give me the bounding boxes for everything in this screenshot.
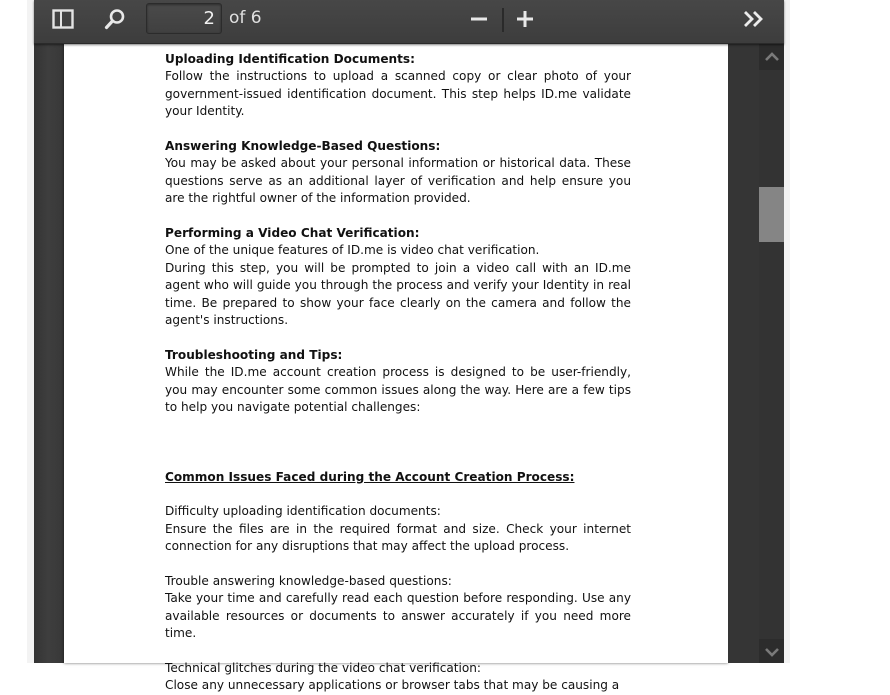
- pdf-viewer: [34, 0, 784, 693]
- page-content: [165, 51, 631, 695]
- chevron-up-icon: [765, 47, 779, 66]
- issue-title: Technical glitches during the video chat verification:: [165, 661, 482, 676]
- chevron-down-icon: [765, 642, 779, 661]
- window-left-border: [27, 0, 34, 663]
- search-icon: [104, 8, 126, 34]
- scroll-up-button[interactable]: [759, 43, 784, 70]
- issue-title: Difficulty uploading identification documents:: [165, 504, 441, 519]
- search-button[interactable]: [102, 6, 128, 36]
- section-body: While the ID.me account creation process is designed to be user-friendly, you may encounter some common issues along the way. Here are a few tips to help you navigate potential challenges:: [165, 365, 631, 415]
- sidebar-toggle-button[interactable]: [50, 6, 76, 36]
- window-right-border: [784, 0, 790, 663]
- section-heading: Troubleshooting and Tips:: [165, 347, 343, 362]
- section-body: Follow the instructions to upload a scanned copy or clear photo of your government-issued identification document. This step helps ID.me validate your Identity.: [165, 69, 631, 119]
- vertical-scrollbar[interactable]: [759, 43, 784, 663]
- zoom-out-button[interactable]: [466, 6, 492, 36]
- issue-title: Trouble answering knowledge-based questions:: [165, 574, 452, 589]
- sidebar-toggle-icon: [52, 9, 74, 33]
- issues-heading: Common Issues Faced during the Account Creation Process:: [165, 469, 575, 484]
- section-body: You may be asked about your personal information or historical data. These questions serve as an additional layer of verification and help ensure you are the rightful owner of the information provided.: [165, 156, 631, 206]
- scroll-thumb[interactable]: [759, 187, 784, 242]
- pdf-page: [64, 43, 728, 693]
- section-heading: Uploading Identification Documents:: [165, 52, 415, 66]
- more-tools-button[interactable]: [739, 6, 769, 36]
- page-number-input[interactable]: [146, 3, 222, 34]
- issue-body: Ensure the files are in the required format and size. Check your internet connection for any disruptions that may affect the upload process.: [165, 521, 631, 554]
- scroll-down-button[interactable]: [759, 639, 784, 663]
- double-chevron-right-icon: [743, 10, 765, 32]
- issue-body: Close any unnecessary applications or browser tabs that may be causing a: [165, 678, 620, 693]
- minus-icon: [470, 10, 488, 32]
- section-heading: Answering Knowledge-Based Questions:: [165, 139, 441, 154]
- section-heading: Performing a Video Chat Verification:: [165, 226, 420, 241]
- issue-body: Take your time and carefully read each question before responding. Use any available resources or documents to answer accurately if you need more time.: [165, 591, 631, 641]
- zoom-separator: [502, 8, 504, 32]
- section-body-intro: One of the unique features of ID.me is video chat verification.: [165, 243, 540, 258]
- section-body: During this step, you will be prompted to join a video call with an ID.me agent who will guide you through the process and verify your Identity in real time. Be prepared to show your face clearly on the camera and follow the agent's instructions.: [165, 260, 631, 328]
- viewer-toolbar: [34, 0, 784, 44]
- page-gutter: [728, 43, 759, 663]
- plus-icon: [516, 10, 534, 32]
- zoom-in-button[interactable]: [512, 6, 538, 36]
- page-count-label: of 6: [229, 8, 262, 28]
